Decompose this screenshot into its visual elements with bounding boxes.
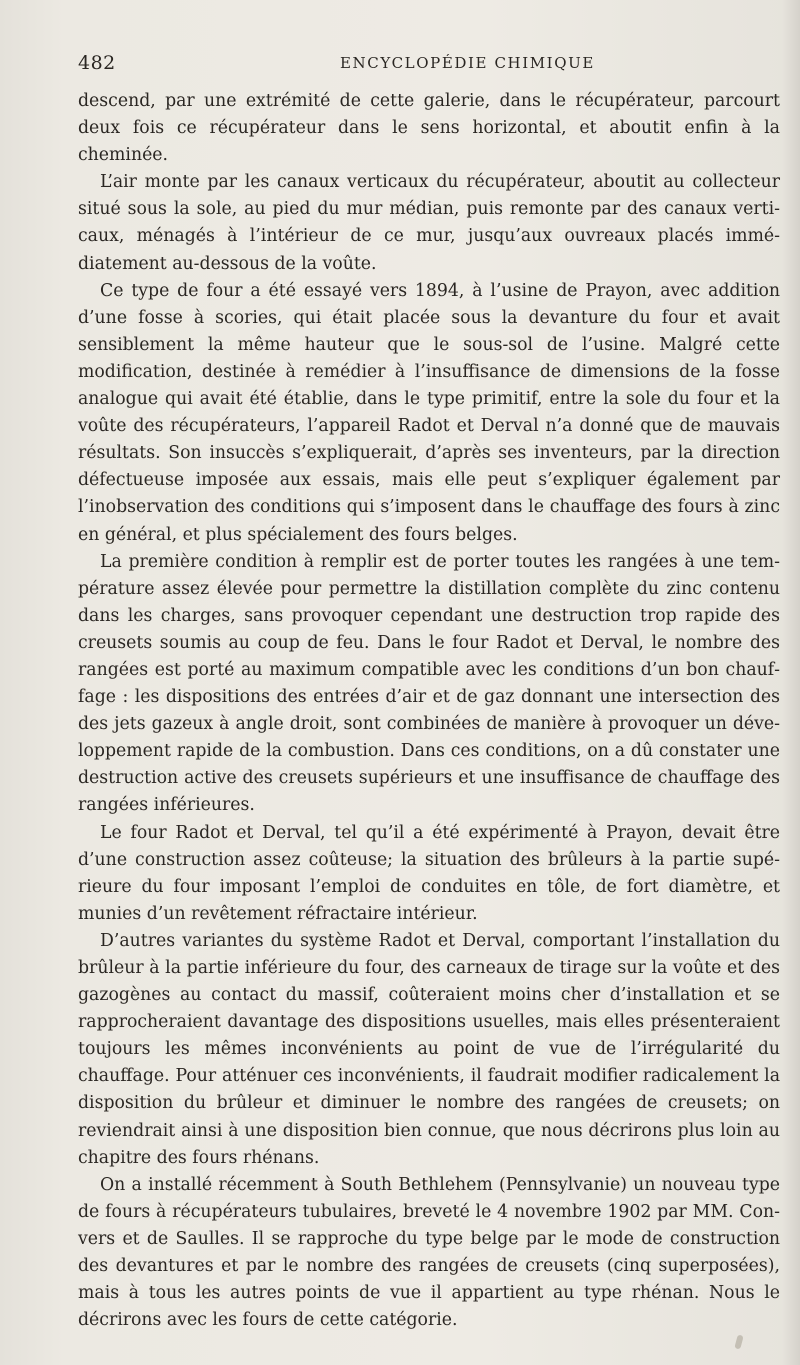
paragraph: Ce type de four a été essayé vers 1894, à l’usine de Prayon, avec addition d’une fosse à scories, qui était placée sous la devanture du four et avait sensiblement la même hauteur que le sous-sol de l’usine. Malgré cette modification, destinée à remédier à l’insuffisance de dimensions de la fosse analogue qui avait été établie, dans le type primitif, entre la sole du four et la voûte des récupérateurs, l’appareil Radot et Derval n’a donné que de mauvais résultats. Son insuccès s’expliquerait, d’après ses inventeurs, par la direction défectueuse imposée aux essais, mais elle peut s’expliquer également par l’inobservation des conditions qui s’imposent dans le chauffage des fours à zinc en général, et plus spécialement des fours belges.	[78, 280, 780, 545]
page-header	[78, 52, 766, 78]
paragraph: D’autres variantes du système Radot et Derval, comportant l’installation du brûleur à la partie inférieure du four, des carneaux de tirage sur la voûte et des gazogènes au contact du massif, coûteraient moins cher d’installation et se rapprocheraient davantage des dispositions usuelles, mais elles présenteraient toujours les mêmes inconvénients au point de vue de l’irrégularité du chauffage. Pour atténuer ces inconvénients, il faudrait modifier radicalement la disposition du brûleur et diminuer le nombre des rangées de creusets; on reviendrait ainsi à une disposition bien connue, que nous décrirons plus loin au chapitre des fours rhénans.	[78, 930, 780, 1168]
page-number: 482	[78, 52, 116, 74]
running-head: ENCYCLOPÉDIE CHIMIQUE	[340, 54, 595, 72]
ink-smudge	[734, 1334, 743, 1349]
paragraph: L’air monte par les canaux verticaux du récupérateur, aboutit au collecteur situé sous la sole, au pied du mur médian, puis remonte par des canaux verticaux, ménagés à l’intérieur de ce mur, jusqu’aux ouvreaux placés immédiatement au-dessous de la voûte.	[78, 172, 780, 274]
paragraph: On a installé récemment à South Bethlehem (Pennsylvanie) un nouveau type de fours à récupérateurs tubulaires, breveté le 4 novembre 1902 par MM. Convers et de Saulles. Il se rapproche du type belge par le mode de construction des devantures et par le nombre des rangées de creusets (cinq superposées), mais à tous les autres points de vue il appartient au type rhénan. Nous le décrirons avec les fours de cette catégorie.	[78, 1174, 780, 1331]
paragraph: La première condition à remplir est de porter toutes les rangées à une température assez élevée pour permettre la distillation complète du zinc contenu dans les charges, sans provoquer cependant une destruction trop rapide des creusets soumis au coup de feu. Dans le four Radot et Derval, le nombre des rangées est porté au maximum compatible avec les conditions d’un bon chauffage : les dispositions des entrées d’air et de gaz donnant une intersection des des jets gazeux à angle droit, sont combinées de manière à provoquer un développement rapide de la combustion. Dans ces conditions, on a dû constater une destruction active des creusets supérieurs et une insuffisance de chauffage des rangées inférieures.	[78, 551, 780, 816]
paragraph-continued: descend, par une extrémité de cette galerie, dans le récupérateur, parcourt deux fois ce récupérateur dans le sens horizontal, et aboutit enfin à la cheminée.	[78, 91, 780, 166]
body-text	[78, 88, 780, 1334]
paragraph: Le four Radot et Derval, tel qu’il a été expérimenté à Prayon, devait être d’une construction assez coûteuse; la situation des brûleurs à la partie supérieure du four imposant l’emploi de conduites en tôle, de fort diamètre, et munies d’un revêtement réfractaire intérieur.	[78, 822, 780, 924]
